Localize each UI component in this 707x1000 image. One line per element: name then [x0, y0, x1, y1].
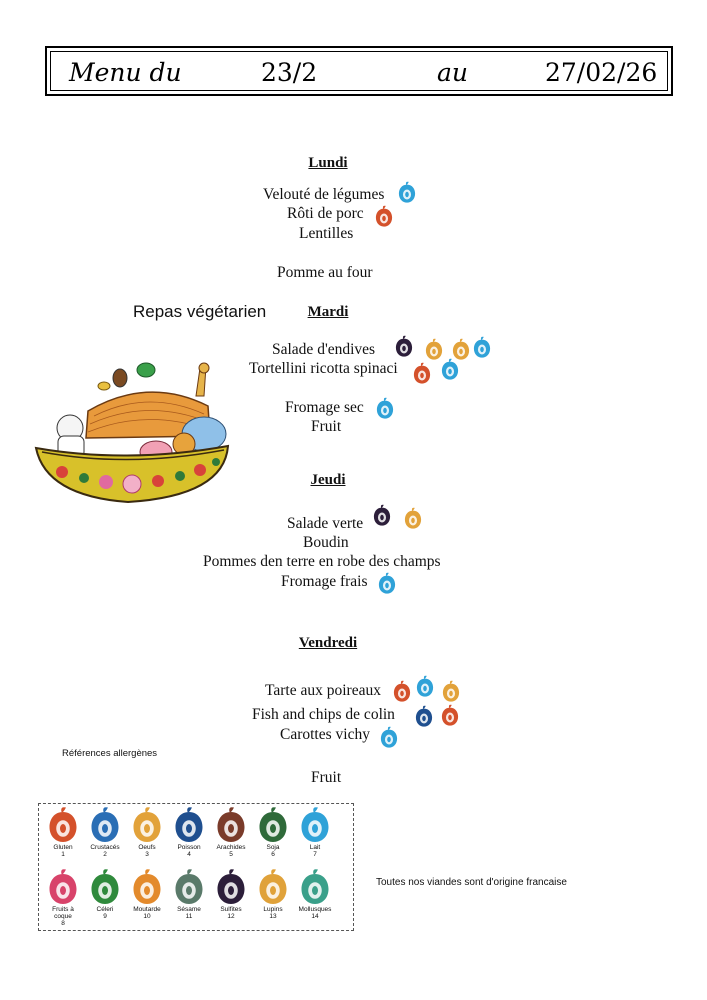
allergen-legend-number: 7	[313, 850, 317, 858]
origin-note: Toutes nos viandes sont d'origine francaise	[376, 877, 567, 888]
allergen-legend-name: Sésame	[177, 905, 201, 913]
fish-icon	[415, 705, 433, 728]
header-menu-du: Menu du	[69, 58, 182, 87]
dish-mardi-4: Fruit	[311, 418, 342, 435]
shell-icon	[300, 868, 330, 906]
allergen-marker	[378, 572, 396, 600]
milk-icon	[416, 675, 434, 698]
wheat-icon	[48, 806, 78, 844]
egg-icon	[404, 507, 422, 530]
egg-icon	[132, 806, 162, 844]
allergen-marker	[404, 507, 422, 535]
allergen-legend-number: 9	[103, 912, 107, 920]
sesame-icon	[174, 868, 204, 906]
allergen-legend-item	[253, 806, 293, 858]
milk-icon	[380, 726, 398, 749]
wheat-icon	[393, 680, 411, 703]
allergen-marker	[373, 504, 391, 532]
allergen-marker	[413, 362, 431, 390]
allergen-legend-name: Poisson	[177, 843, 201, 851]
allergen-marker	[375, 205, 393, 233]
dish-mardi-1: Salade d'endives	[272, 341, 376, 358]
dish-jeudi-4: Fromage frais	[281, 573, 368, 590]
wheat-icon	[441, 704, 459, 727]
allergen-marker	[395, 335, 413, 363]
allergen-legend-name: Lait	[309, 843, 321, 851]
allergen-legend-item	[169, 868, 209, 920]
header-date-start: 23/2	[261, 58, 318, 87]
allergen-legend-name: Mollusques	[298, 905, 332, 913]
milk-icon	[441, 358, 459, 381]
noah-ark-illustration	[28, 356, 240, 504]
allergen-legend-number: 4	[187, 850, 191, 858]
dish-vendredi-2: Fish and chips de colin	[252, 706, 395, 723]
milk-icon	[300, 806, 330, 844]
allergen-legend-item	[127, 806, 167, 858]
allergen-legend-item	[85, 806, 125, 858]
fish-icon	[174, 806, 204, 844]
allergen-legend-number: 12	[227, 912, 235, 920]
allergen-marker	[416, 675, 434, 703]
allergen-legend-name: Fruits à coque	[52, 905, 74, 920]
allergen-legend-name: Arachides	[216, 843, 246, 851]
allergen-legend-name: Céleri	[96, 905, 114, 913]
allergen-legend-item	[211, 806, 251, 858]
header-au: au	[437, 58, 469, 87]
allergen-legend-number: 6	[271, 850, 275, 858]
header-box	[45, 46, 673, 96]
allergen-legend-item	[127, 868, 167, 920]
day-title-vendredi: Vendredi	[298, 635, 358, 651]
allergen-legend-item	[295, 806, 335, 858]
vegetarian-label: Repas végétarien	[133, 302, 267, 321]
allergen-marker	[393, 680, 411, 708]
dish-lundi-3: Lentilles	[299, 225, 354, 242]
allergen-legend-name: Moutarde	[133, 905, 161, 913]
sulfite-icon	[395, 335, 413, 358]
crab-icon	[90, 806, 120, 844]
milk-icon	[473, 336, 491, 359]
allergen-legend-number: 8	[61, 919, 65, 927]
allergen-legend-item	[169, 806, 209, 858]
dish-lundi-4: Pomme au four	[277, 264, 373, 281]
wheat-icon	[375, 205, 393, 228]
allergen-marker	[441, 358, 459, 386]
dish-mardi-2: Tortellini ricotta spinaci	[249, 360, 398, 377]
allergen-marker	[398, 181, 416, 209]
allergen-marker	[415, 705, 433, 733]
mustard-icon	[132, 868, 162, 906]
allergen-legend-number: 13	[269, 912, 277, 920]
allergen-legend	[38, 803, 354, 931]
dish-lundi-1: Velouté de légumes	[263, 186, 385, 203]
allergen-legend-item	[295, 868, 335, 920]
allergen-refs-title: Références allergènes	[62, 748, 158, 759]
dish-jeudi-2: Boudin	[303, 534, 349, 551]
allergen-legend-number: 3	[145, 850, 149, 858]
dish-vendredi-4: Fruit	[311, 769, 342, 786]
allergen-legend-name: Lupins	[263, 905, 283, 913]
dish-vendredi-1: Tarte aux poireaux	[265, 682, 381, 699]
day-title-jeudi: Jeudi	[310, 472, 346, 488]
allergen-legend-name: Soja	[266, 843, 280, 851]
milk-icon	[378, 572, 396, 595]
wheat-icon	[413, 362, 431, 385]
dish-jeudi-3: Pommes den terre en robe des champs	[203, 553, 441, 570]
allergen-legend-number: 11	[185, 912, 193, 920]
milk-icon	[398, 181, 416, 204]
allergen-marker	[380, 726, 398, 754]
allergen-legend-number: 14	[311, 912, 319, 920]
allergen-legend-name: Oeufs	[138, 843, 156, 851]
day-title-lundi: Lundi	[308, 155, 348, 171]
allergen-legend-name: Sulfites	[220, 905, 242, 913]
allergen-legend-item	[211, 868, 251, 920]
allergen-legend-name: Crustacés	[90, 843, 120, 851]
dish-mardi-3: Fromage sec	[285, 399, 364, 416]
dish-jeudi-1: Salade verte	[287, 515, 364, 532]
soy-icon	[258, 806, 288, 844]
allergen-legend-item	[85, 868, 125, 920]
allergen-marker	[473, 336, 491, 364]
nut-icon	[48, 868, 78, 906]
allergen-legend-item	[43, 806, 83, 858]
allergen-legend-item	[253, 868, 293, 920]
allergen-legend-number: 1	[61, 850, 65, 858]
sulfite-icon	[216, 868, 246, 906]
allergen-legend-number: 2	[103, 850, 107, 858]
header-date-end: 27/02/26	[545, 58, 658, 87]
day-title-mardi: Mardi	[307, 304, 349, 320]
allergen-marker	[441, 704, 459, 732]
peanut-icon	[216, 806, 246, 844]
sulfite-icon	[373, 504, 391, 527]
egg-icon	[442, 680, 460, 703]
allergen-marker	[376, 397, 394, 425]
allergen-legend-number: 10	[143, 912, 151, 920]
allergen-legend-number: 5	[229, 850, 233, 858]
allergen-legend-item	[43, 868, 83, 927]
celery-icon	[90, 868, 120, 906]
milk-icon	[376, 397, 394, 420]
lupin-icon	[258, 868, 288, 906]
dish-lundi-2: Rôti de porc	[287, 205, 364, 222]
dish-vendredi-3: Carottes vichy	[280, 726, 370, 743]
allergen-legend-name: Gluten	[53, 843, 73, 851]
